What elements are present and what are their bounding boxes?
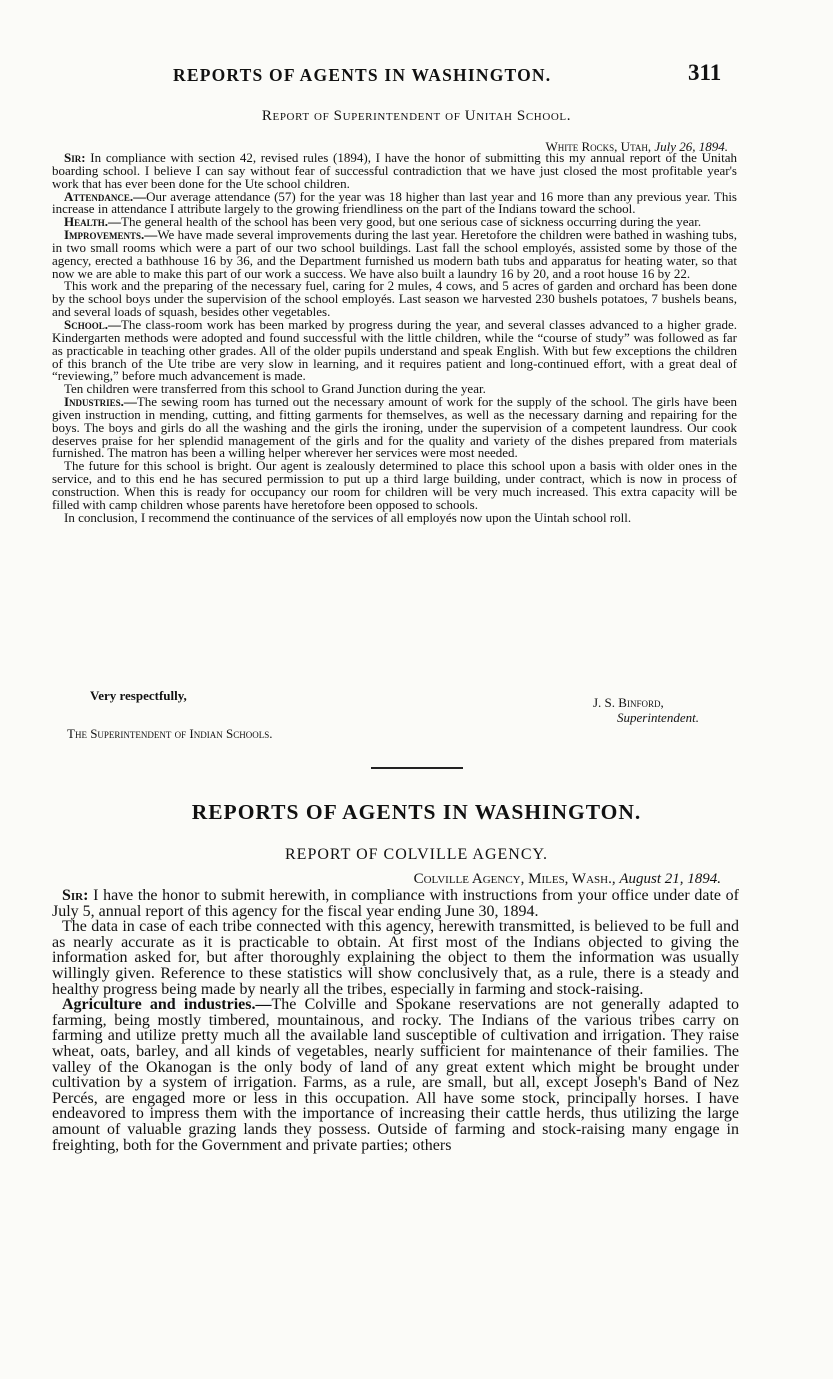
paragraph-lead: Agriculture and industries.— xyxy=(62,996,272,1014)
report1-signature-block xyxy=(0,688,833,748)
section-title: REPORTS OF AGENTS IN WASHINGTON. xyxy=(191,800,642,824)
paragraph-text: The future for this school is bright. Our agent is zealously determined to place this school upon a basis with older ones in the service, and to this end he has secured permission to put up a third large building, under contract, which is now in process of construction. When this is ready for occupancy our room for children will be very much increased. This extra capacity will be filled with camp children whose parents have heretofore been opposed to schools. xyxy=(52,458,737,512)
paragraph-text: The Colville and Spokane reservations are not generally adapted to farming, being mostly timbered, mountainous, and rocky. The Indians of the various tribes carry on farming and utilize pretty much all the available land susceptible of cultivation and irrigation. They raise wheat, oats, barley, and all kinds of vegetables, nearly sufficient for maintenance of their families. The valley of the Okanogan is the only body of land of any great extent which might be brought under cultivation by a system of irrigation. Farms, as a rule, are small, but all, except Joseph's Band of Nez Percés, are engaged more or less in this occupation. All have some stock, principally horses. I have endeavored to impress them with the importance of increasing their cattle herds, thus utilizing the large amount of valuable grazing lands they possess. Outside of farming and stock-raising many engage in freighting, both for the Government and private parties; others xyxy=(52,996,739,1154)
paragraph-text: Our average attendance (57) for the year was 18 higher than last year and 16 more than any previous year. This increase in attendance I attribute largely to the growing friendliness on the part of the Indians toward the school. xyxy=(52,188,737,217)
report2-dateline-place: Colville Agency, Miles, Wash., xyxy=(413,871,616,887)
paragraph xyxy=(52,152,737,191)
paragraph xyxy=(52,396,737,460)
paragraph-text: In compliance with section 42, revised rules (1894), I have the honor of submitting this my annual report of the Unitah boarding school. I believe I can say without fear of successful contradiction that we have just closed the most profitable year's work that has ever been done for the Ute school children. xyxy=(52,150,737,191)
paragraph-text: The general health of the school has been very good, but one serious case of sickness occurring during the year. xyxy=(121,214,702,230)
paragraph-text: In conclusion, I recommend the continuance of the services of all employés now upon the Uintah school roll. xyxy=(64,509,632,525)
paragraph-lead: Industries.— xyxy=(64,394,137,410)
paragraph xyxy=(52,229,737,280)
paragraph-lead: Sir: xyxy=(64,150,86,165)
report2-dateline xyxy=(414,871,721,888)
report2-body xyxy=(52,888,739,1153)
running-head-title: REPORTS OF AGENTS IN WASHINGTON. xyxy=(173,65,552,85)
paragraph-lead: School.— xyxy=(64,316,121,332)
paragraph xyxy=(52,460,737,511)
paragraph-lead: Health.— xyxy=(64,214,122,230)
paragraph xyxy=(52,188,737,217)
report1-dateline-place: White Rocks, Utah, xyxy=(545,139,652,154)
paragraph-text: I have the honor to submit herewith, in compliance with instructions from your office under date of July 5, annual report of this agency for the fiscal year ending June 30, 1894. xyxy=(52,887,739,920)
paragraph-lead: Improvements.— xyxy=(64,227,158,243)
signer-title: Superintendent. xyxy=(617,710,699,725)
report1-body xyxy=(52,152,737,524)
paragraph xyxy=(52,997,739,1153)
page-number: 311 xyxy=(688,60,722,85)
paragraph-text: We have made several improvements during the last year. Heretofore the children were bathed in washing tubs, in two small rooms which were a part of our two school buildings. Last fall the school employés, assisted some by those of the agency, erected a bathhouse 16 by 36, and the Department furnished us modern bath tubs and apparatus for heating water, so that now we are able to make this part of our work a success. We have also built a laundry 16 by 20, and a root house 16 by 22. xyxy=(52,227,737,281)
signer-name: J. S. Binford, xyxy=(593,695,664,710)
paragraph-lead: Attendance.— xyxy=(64,188,147,204)
closing: Very respectfully, xyxy=(90,688,187,703)
report2-dateline-date: August 21, 1894. xyxy=(619,871,721,887)
section-divider xyxy=(371,767,463,769)
paragraph-text: The class-room work has been marked by progress during the year, and several classes advanced to a higher grade. Kindergarten methods were adopted and found successful with the little children, while the “course of study” was followed as far as practicable in teaching other grades. All of the older pupils understand and speak English. With but few exceptions the children of this branch of the Ute tribe are very slow in learning, and it requires patient and long-continued effort, with a great deal of “reviewing,” before much advancement is made. xyxy=(52,316,737,384)
paragraph xyxy=(52,280,737,319)
paragraph-text: The sewing room has turned out the necessary amount of work for the supply of the school. The girls have been given instruction in mending, cutting, and fitting garments for themselves, as well as the necessary darning and repairing for the boys. The boys and girls do all the washing and the girls the ironing, under the supervision of a competent laundress. Our cook deserves praise for her splendid management of the girls and for the quality and variety of the dishes prepared from materials furnished. The matron has been a willing helper wherever her services were most needed. xyxy=(52,394,737,461)
paragraph-text: This work and the preparing of the necessary fuel, caring for 2 mules, 4 cows, and 5 acres of garden and orchard has been done by the school boys under the supervision of the school employés. Last season we harvested 230 bushels potatoes, 7 bushels beans, and several loads of squash, besides other vegetables. xyxy=(52,278,737,320)
addressee: The Superintendent of Indian Schools. xyxy=(67,726,273,741)
report2-title: REPORT OF COLVILLE AGENCY. xyxy=(285,846,548,863)
report1-title: Report of Superintendent of Unitah School. xyxy=(261,108,572,124)
report1-dateline-date: July 26, 1894. xyxy=(654,139,728,154)
paragraph xyxy=(52,919,739,997)
paragraph-text: The data in case of each tribe connected with this agency, herewith transmitted, is believed to be full and as nearly accurate as it is practicable to obtain. At first most of the Indians objected to giving the information asked for, but after thoroughly explaining the object to them the information was usually willingly given. Reference to these statistics will show conclusively that, as a rule, there is a steady and healthy progress being made by nearly all the tribes, especially in farming and stock-raising. xyxy=(52,918,739,998)
paragraph-lead: Sir: xyxy=(62,887,89,904)
paragraph-text: Ten children were transferred from this school to Grand Junction during the year. xyxy=(64,381,486,397)
paragraph xyxy=(52,888,739,919)
paragraph xyxy=(52,316,737,384)
paragraph xyxy=(52,509,737,525)
